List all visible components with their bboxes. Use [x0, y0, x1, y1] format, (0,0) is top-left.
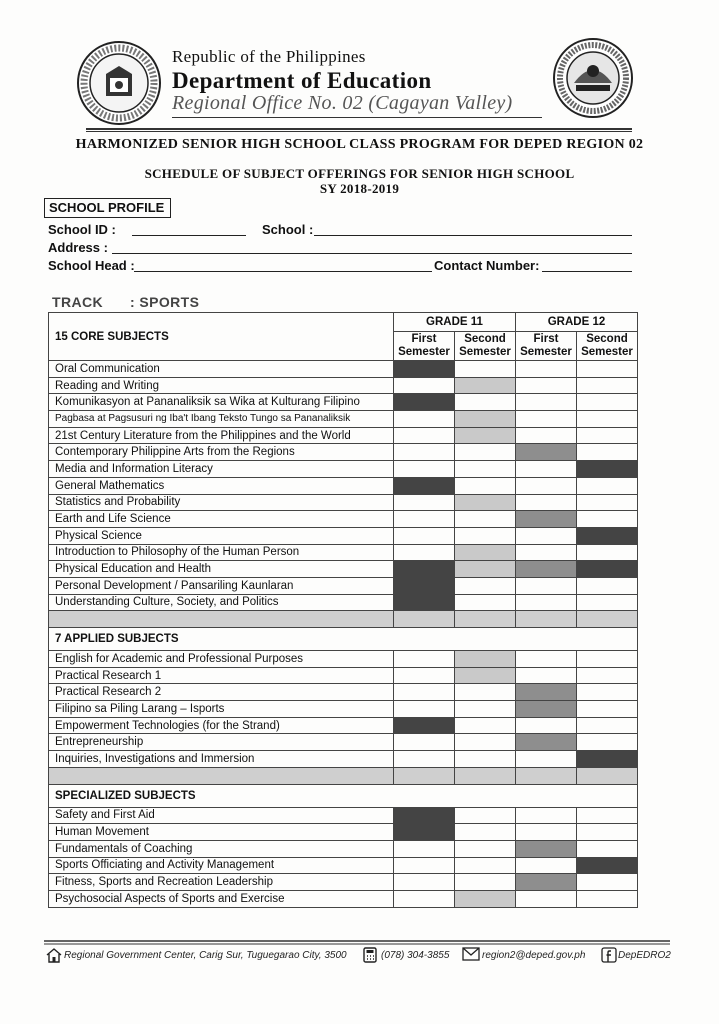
table-row	[49, 561, 638, 578]
spacer-cell	[455, 767, 516, 784]
semester-cell	[394, 684, 455, 701]
subject-name: Fundamentals of Coaching	[49, 840, 394, 857]
semester-cell	[455, 577, 516, 594]
subject-name: Filipino sa Piling Larang – Isports	[49, 701, 394, 718]
address-label: Address :	[48, 240, 108, 255]
spacer-cell	[394, 611, 455, 628]
subject-name: Psychosocial Aspects of Sports and Exercise	[49, 890, 394, 907]
semester-cell	[394, 427, 455, 444]
g12-first-semester-header: First Semester	[516, 332, 577, 361]
table-row	[49, 751, 638, 768]
subject-name: Introduction to Philosophy of the Human Person	[49, 544, 394, 561]
subject-name: Physical Education and Health	[49, 561, 394, 578]
subject-name: Human Movement	[49, 824, 394, 841]
spacer-cell	[49, 611, 394, 628]
table-row	[49, 824, 638, 841]
subject-name: Reading and Writing	[49, 377, 394, 394]
table-row	[49, 511, 638, 528]
spacer-cell	[394, 767, 455, 784]
semester-cell	[577, 684, 638, 701]
schedule-title: SCHEDULE OF SUBJECT OFFERINGS FOR SENIOR HIGH SCHOOL	[144, 166, 575, 181]
semester-cell	[455, 651, 516, 668]
table-row	[49, 701, 638, 718]
subject-name: Oral Communication	[49, 361, 394, 378]
semester-cell	[516, 651, 577, 668]
section-title: SPECIALIZED SUBJECTS	[49, 784, 638, 807]
semester-cell	[455, 701, 516, 718]
table-row	[49, 427, 638, 444]
subject-name: Statistics and Probability	[49, 494, 394, 511]
footer-facebook: DepEDRO2	[618, 950, 671, 961]
semester-cell	[394, 594, 455, 611]
semester-cell	[394, 717, 455, 734]
semester-cell	[577, 377, 638, 394]
table-row	[49, 544, 638, 561]
section-title: 7 APPLIED SUBJECTS	[49, 628, 638, 651]
grade-11-header: GRADE 11	[394, 313, 516, 332]
semester-cell	[516, 577, 577, 594]
semester-cell	[516, 684, 577, 701]
semester-cell	[394, 651, 455, 668]
table-row	[49, 734, 638, 751]
table-row	[49, 477, 638, 494]
semester-cell	[516, 824, 577, 841]
spacer-cell	[577, 767, 638, 784]
subject-name: English for Academic and Professional Purposes	[49, 651, 394, 668]
table-row	[49, 684, 638, 701]
semester-cell	[455, 477, 516, 494]
footer-address: Regional Government Center, Carig Sur, Tuguegarao City, 3500	[64, 950, 347, 961]
subject-name: Fitness, Sports and Recreation Leadership	[49, 874, 394, 891]
table-row	[49, 667, 638, 684]
region-seal-icon	[552, 37, 634, 119]
school-id-field[interactable]	[132, 235, 246, 236]
semester-cell	[455, 361, 516, 378]
semester-cell	[577, 444, 638, 461]
table-row	[49, 411, 638, 428]
semester-cell	[455, 411, 516, 428]
semester-cell	[516, 667, 577, 684]
semester-cell	[577, 477, 638, 494]
email-icon	[462, 947, 480, 961]
department-heading: Department of Education	[172, 68, 432, 93]
semester-cell	[455, 717, 516, 734]
subject-name: Entrepreneurship	[49, 734, 394, 751]
semester-cell	[516, 511, 577, 528]
semester-cell	[577, 511, 638, 528]
semester-cell	[455, 394, 516, 411]
subject-name: Practical Research 1	[49, 667, 394, 684]
subject-name: Physical Science	[49, 527, 394, 544]
semester-cell	[455, 561, 516, 578]
semester-cell	[577, 577, 638, 594]
school-head-label: School Head :	[48, 258, 135, 273]
semester-cell	[394, 411, 455, 428]
semester-cell	[516, 874, 577, 891]
semester-cell	[394, 807, 455, 824]
title-rule-top	[86, 128, 632, 130]
footer-phone: (078) 304-3855	[381, 950, 450, 961]
grade-12-header: GRADE 12	[516, 313, 638, 332]
semester-cell	[516, 361, 577, 378]
semester-cell	[516, 561, 577, 578]
semester-cell	[516, 477, 577, 494]
semester-cell	[394, 874, 455, 891]
semester-cell	[394, 511, 455, 528]
table-row	[49, 461, 638, 478]
address-field[interactable]	[112, 253, 632, 254]
subject-name: Sports Officiating and Activity Management	[49, 857, 394, 874]
table-row	[49, 890, 638, 907]
footer-email: region2@deped.gov.ph	[482, 950, 586, 961]
semester-cell	[516, 411, 577, 428]
semester-cell	[394, 561, 455, 578]
semester-cell	[394, 377, 455, 394]
semester-cell	[516, 527, 577, 544]
facebook-icon	[601, 947, 617, 963]
subject-name: Komunikasyon at Pananaliksik sa Wika at Kulturang Filipino	[49, 394, 394, 411]
semester-cell	[577, 394, 638, 411]
semester-cell	[516, 701, 577, 718]
semester-cell	[394, 824, 455, 841]
semester-cell	[455, 544, 516, 561]
semester-cell	[394, 840, 455, 857]
semester-cell	[394, 477, 455, 494]
table-row	[49, 527, 638, 544]
school-field[interactable]	[314, 235, 632, 236]
school-label: School :	[262, 222, 314, 237]
semester-cell	[455, 667, 516, 684]
republic-heading: Republic of the Philippines	[172, 47, 366, 66]
semester-cell	[394, 461, 455, 478]
table-row	[49, 651, 638, 668]
semester-cell	[455, 427, 516, 444]
phone-icon	[362, 947, 378, 963]
semester-cell	[394, 890, 455, 907]
semester-cell	[394, 544, 455, 561]
contact-number-field[interactable]	[542, 271, 632, 272]
semester-cell	[577, 734, 638, 751]
semester-cell	[455, 751, 516, 768]
semester-cell	[516, 461, 577, 478]
table-row	[49, 444, 638, 461]
semester-cell	[577, 461, 638, 478]
semester-cell	[394, 361, 455, 378]
table-row	[49, 494, 638, 511]
semester-cell	[577, 824, 638, 841]
semester-cell	[455, 684, 516, 701]
table-row	[49, 377, 638, 394]
semester-cell	[577, 411, 638, 428]
semester-cell	[577, 717, 638, 734]
subject-name: Media and Information Literacy	[49, 461, 394, 478]
semester-cell	[455, 734, 516, 751]
g11-second-semester-header: Second Semester	[455, 332, 516, 361]
semester-cell	[455, 494, 516, 511]
semester-cell	[516, 890, 577, 907]
semester-cell	[516, 444, 577, 461]
subject-name: General Mathematics	[49, 477, 394, 494]
semester-cell	[577, 857, 638, 874]
semester-cell	[394, 751, 455, 768]
semester-cell	[516, 394, 577, 411]
semester-cell	[577, 701, 638, 718]
table-row	[49, 857, 638, 874]
school-year: SY 2018-2019	[319, 181, 400, 196]
table-row	[49, 361, 638, 378]
semester-cell	[577, 840, 638, 857]
semester-cell	[394, 444, 455, 461]
semester-cell	[455, 461, 516, 478]
semester-cell	[516, 377, 577, 394]
semester-cell	[577, 561, 638, 578]
semester-cell	[516, 840, 577, 857]
school-head-field[interactable]	[134, 271, 432, 272]
regional-office-heading: Regional Office No. 02 (Cagayan Valley)	[172, 92, 513, 114]
semester-cell	[455, 527, 516, 544]
semester-cell	[516, 594, 577, 611]
semester-cell	[577, 544, 638, 561]
table-row	[49, 807, 638, 824]
semester-cell	[516, 807, 577, 824]
spacer-cell	[516, 767, 577, 784]
table-row	[49, 717, 638, 734]
table-row	[49, 394, 638, 411]
semester-cell	[394, 701, 455, 718]
schedule-table	[48, 312, 638, 908]
semester-cell	[516, 734, 577, 751]
semester-cell	[455, 444, 516, 461]
table-row	[49, 874, 638, 891]
semester-cell	[455, 890, 516, 907]
semester-cell	[577, 874, 638, 891]
section-title-core: 15 CORE SUBJECTS	[49, 313, 394, 361]
semester-cell	[577, 667, 638, 684]
semester-cell	[455, 807, 516, 824]
semester-cell	[577, 890, 638, 907]
track-label: TRACK	[52, 294, 103, 310]
title-rule-bottom	[86, 131, 632, 132]
semester-cell	[516, 494, 577, 511]
contact-number-label: Contact Number:	[434, 258, 540, 273]
semester-cell	[577, 651, 638, 668]
semester-cell	[516, 427, 577, 444]
semester-cell	[577, 361, 638, 378]
table-row	[49, 577, 638, 594]
semester-cell	[516, 857, 577, 874]
semester-cell	[577, 594, 638, 611]
program-title: HARMONIZED SENIOR HIGH SCHOOL CLASS PROGRAM FOR DEPED REGION 02	[75, 137, 644, 152]
track-value: : SPORTS	[130, 294, 200, 310]
school-profile-heading: SCHOOL PROFILE	[44, 198, 171, 218]
semester-cell	[394, 394, 455, 411]
semester-cell	[394, 734, 455, 751]
spacer-cell	[516, 611, 577, 628]
semester-cell	[394, 527, 455, 544]
subject-name: Safety and First Aid	[49, 807, 394, 824]
footer-rule	[44, 940, 670, 946]
semester-cell	[455, 594, 516, 611]
semester-cell	[516, 717, 577, 734]
semester-cell	[577, 807, 638, 824]
subject-name: Earth and Life Science	[49, 511, 394, 528]
g11-first-semester-header: First Semester	[394, 332, 455, 361]
deped-seal-icon	[76, 40, 162, 126]
semester-cell	[516, 751, 577, 768]
semester-cell	[455, 377, 516, 394]
header-rule	[172, 117, 542, 118]
semester-cell	[394, 577, 455, 594]
subject-name: Contemporary Philippine Arts from the Regions	[49, 444, 394, 461]
subject-name: 21st Century Literature from the Philippines and the World	[49, 427, 394, 444]
subject-name: Empowerment Technologies (for the Strand)	[49, 717, 394, 734]
semester-cell	[394, 667, 455, 684]
semester-cell	[394, 494, 455, 511]
subject-name: Practical Research 2	[49, 684, 394, 701]
g12-second-semester-header: Second Semester	[577, 332, 638, 361]
home-icon	[46, 947, 62, 963]
semester-cell	[455, 840, 516, 857]
semester-cell	[516, 544, 577, 561]
subject-name: Understanding Culture, Society, and Politics	[49, 594, 394, 611]
table-row	[49, 840, 638, 857]
semester-cell	[577, 427, 638, 444]
subject-name: Inquiries, Investigations and Immersion	[49, 751, 394, 768]
semester-cell	[577, 527, 638, 544]
semester-cell	[455, 824, 516, 841]
spacer-cell	[49, 767, 394, 784]
subject-name: Personal Development / Pansariling Kaunlaran	[49, 577, 394, 594]
semester-cell	[394, 857, 455, 874]
semester-cell	[577, 751, 638, 768]
school-id-label: School ID :	[48, 222, 116, 237]
spacer-cell	[455, 611, 516, 628]
semester-cell	[577, 494, 638, 511]
subject-name: Pagbasa at Pagsusuri ng Iba't Ibang Teksto Tungo sa Pananaliksik	[49, 411, 394, 428]
semester-cell	[455, 857, 516, 874]
spacer-cell	[577, 611, 638, 628]
table-row	[49, 594, 638, 611]
semester-cell	[455, 511, 516, 528]
semester-cell	[455, 874, 516, 891]
